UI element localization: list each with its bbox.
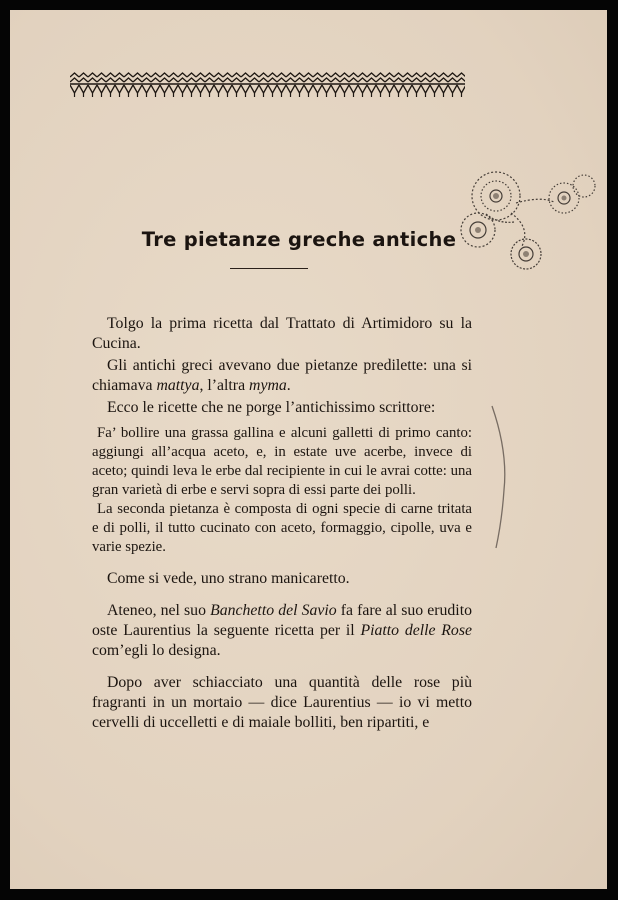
paragraph-text: fa fare al suo erudito oste Laurentius la seguente ricetta per il bbox=[92, 602, 472, 639]
paragraph-text: Ecco le ricette che ne porge l’antichissimo scrittore: bbox=[107, 399, 436, 416]
body-text bbox=[92, 314, 472, 733]
paragraph-text: Dopo aver schiacciato una quantità delle rose più fragranti in un mortaio — dice Laurentius — io vi metto cervelli di uccelletti e di maiale bolliti, ben ripartiti, e bbox=[92, 674, 472, 731]
paragraph-text: . bbox=[286, 377, 291, 394]
italic-text: myma bbox=[249, 377, 287, 394]
pencil-margin-mark bbox=[488, 402, 518, 552]
paragraph-text: Come si vede, uno strano manicaretto. bbox=[107, 570, 350, 587]
paragraph bbox=[92, 356, 472, 396]
paragraph bbox=[92, 398, 472, 418]
chapter-title: Tre pietanze greche antiche bbox=[141, 228, 457, 251]
paragraph-text: , l’altra bbox=[199, 377, 250, 394]
paragraph-text: Tolgo la prima ricetta dal Trattato di Artimidoro su la Cucina. bbox=[92, 315, 472, 352]
paragraph-text: com’egli lo designa. bbox=[92, 642, 221, 659]
italic-text: mattya bbox=[156, 377, 200, 394]
italic-text: Piatto delle Rose bbox=[360, 622, 472, 639]
book-page bbox=[10, 10, 607, 889]
paragraph-text: Gli antichi greci avevano due pietanze predilette: una si chiamava bbox=[92, 357, 472, 394]
recipe-paragraph bbox=[92, 500, 472, 557]
title-rule-divider bbox=[230, 268, 308, 269]
recipe-paragraph bbox=[92, 424, 472, 500]
italic-text: Banchetto del Savio bbox=[210, 602, 337, 619]
decorative-border-ornament bbox=[70, 72, 465, 98]
paragraph-text: Ateneo, nel suo bbox=[107, 602, 211, 619]
paragraph-text: Fa’ bollire una grassa gallina e alcuni galletti di primo canto: aggiungi all’acqua aceto, e, in estate uve acerbe, invece di aceto; quindi leva le erbe dal recipiente in cui le avrai cotte: una gran varietà di erbe e servi sopra di essi parte dei polli. bbox=[92, 425, 472, 498]
paragraph bbox=[92, 673, 472, 733]
paragraph bbox=[92, 314, 472, 354]
paragraph bbox=[92, 601, 472, 661]
paragraph-text: La seconda pietanza è composta di ogni specie di carne tritata e di polli, il tutto cucinato con aceto, formaggio, cipolle, uva e varie spezie. bbox=[92, 501, 472, 555]
paragraph bbox=[92, 569, 472, 589]
lace-doily-stain bbox=[456, 158, 601, 278]
